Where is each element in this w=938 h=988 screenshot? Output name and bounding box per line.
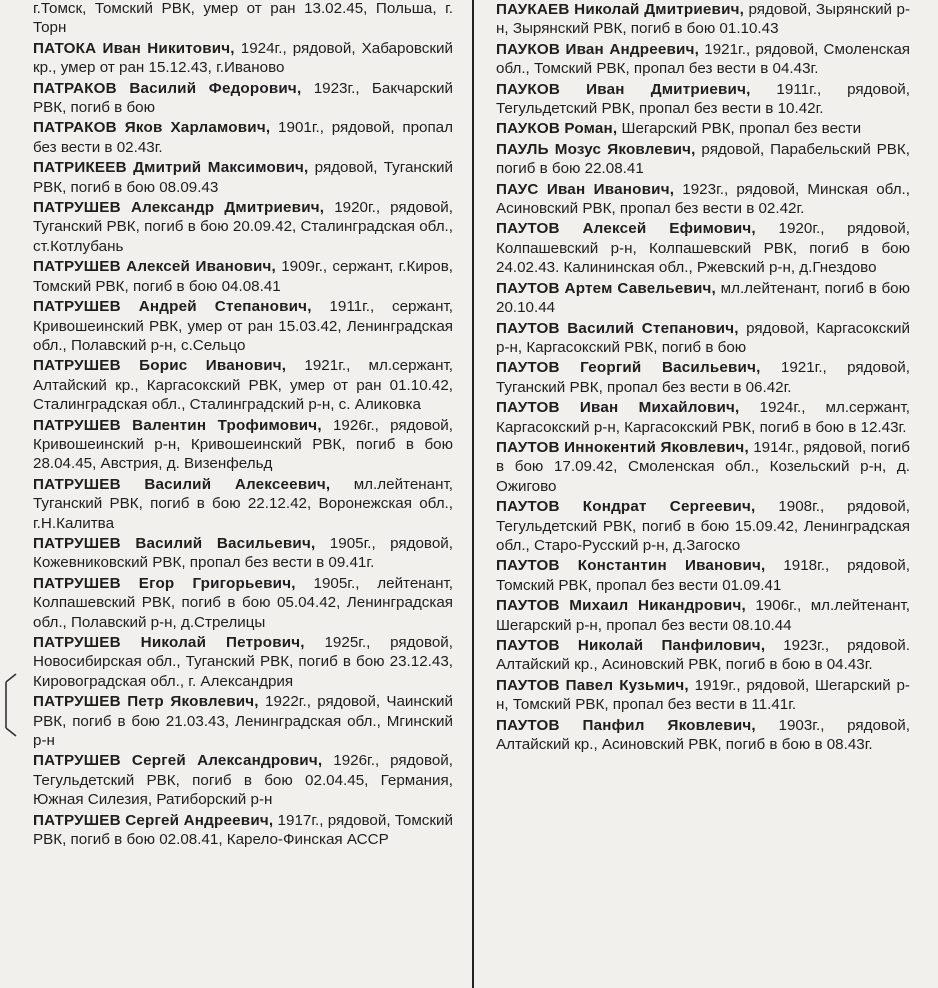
- person-entry: [496, 497, 910, 555]
- person-name: ПАУТОВ Панфил Яковлевич,: [496, 716, 756, 734]
- left-column: [33, 0, 453, 850]
- person-details: 1921г., рядовой, Смоленская обл., Томский РВК, пропал без вести в 04.43г.: [496, 40, 910, 78]
- person-entry: [496, 358, 910, 397]
- person-entry: [33, 39, 453, 78]
- person-details: 1921г., мл.сержант, Алтайский кр., Каргасокский РВК, умер от ран 01.10.42, Сталинградская обл., Сталинградский р-н, с. Аликовка: [33, 357, 454, 414]
- person-name: ПАУТОВ Николай Панфилович,: [496, 637, 766, 654]
- person-details: 1918г., рядовой, Томский РВК, пропал без вести 01.09.41: [496, 557, 910, 594]
- person-entry: [33, 158, 453, 197]
- person-entry: [33, 356, 453, 414]
- person-details: 1911г., сержант, Кривошеинский РВК, умер от ран 15.03.42, Ленинградская обл., Полавский р-н, с.Сельцо: [33, 298, 453, 354]
- person-entry: [33, 811, 453, 850]
- person-entry: [496, 279, 910, 318]
- person-entry: [496, 180, 910, 219]
- person-name: ПАТРУШЕВ Петр Яковлевич,: [33, 693, 259, 711]
- column-divider: [472, 0, 474, 988]
- person-details: 1921г., рядовой, Туганский РВК, пропал без вести в 06.42г.: [496, 359, 910, 396]
- person-entry: [496, 119, 910, 138]
- person-name: ПАУТОВ Константин Иванович,: [496, 557, 766, 575]
- person-entry: [496, 398, 910, 437]
- person-entry: [33, 574, 453, 632]
- person-entry: [33, 79, 453, 118]
- person-name: ПАУКАЕВ Николай Дмитриевич,: [496, 1, 745, 18]
- person-entry: [33, 475, 453, 533]
- person-details: 1909г., сержант, г.Киров, Томский РВК, погиб в бою 04.08.41: [33, 258, 453, 295]
- person-details: 1924г., мл.сержант, Каргасокский р-н, Каргасокский РВК, погиб в бою в 12.43г.: [496, 399, 911, 436]
- person-details: 1919г., рядовой, Шегарский р-н, Томский РВК, пропал без вести в 11.41г.: [496, 676, 910, 714]
- person-name: ПАТРУШЕВ Егор Григорьевич,: [33, 574, 296, 592]
- person-details: 1917г., рядовой, Томский РВК, погиб в бою 02.08.41, Карело-Финская АССР: [33, 811, 454, 849]
- person-name: ПАУТОВ Георгий Васильевич,: [496, 359, 761, 377]
- person-details: 1923г., рядовой, Минская обл., Асиновский РВК, пропал без вести в 02.42г.: [496, 180, 910, 218]
- person-name: ПАТРУШЕВ Валентин Трофимович,: [33, 416, 322, 434]
- person-details: 1901г., рядовой, пропал без вести в 02.43г.: [33, 119, 453, 156]
- person-name: ПАТРУШЕВ Василий Васильевич,: [33, 534, 316, 552]
- person-entry: [496, 219, 910, 277]
- person-name: ПАТРУШЕВ Николай Петрович,: [33, 634, 305, 651]
- person-entry: [33, 297, 453, 355]
- person-entry: [496, 438, 910, 496]
- person-entry: [33, 416, 453, 474]
- person-name: ПАУКОВ Иван Андреевич,: [496, 40, 700, 58]
- person-details: мл.лейтенант, Туганский РВК, погиб в бою 22.12.42, Воронежская обл., г.Н.Калитва: [33, 475, 454, 532]
- person-entry: [33, 751, 453, 809]
- person-name: ПАУС Иван Иванович,: [496, 180, 675, 198]
- continued-entry-fragment: г.Томск, Томский РВК, умер от ран 13.02.45, Польша, г. Торн: [33, 0, 453, 37]
- person-details: 1923г., рядовой. Алтайский кр., Асиновский РВК, погиб в бою в 04.43г.: [496, 637, 910, 674]
- person-name: ПАТРАКОВ Василий Федорович,: [33, 79, 302, 97]
- person-name: ПАУТОВ Павел Кузьмич,: [496, 676, 689, 694]
- person-entry: [496, 80, 910, 119]
- person-name: ПАТРУШЕВ Алексей Иванович,: [33, 258, 276, 276]
- person-name: ПАУТОВ Кондрат Сергеевич,: [496, 498, 756, 516]
- person-entry: [33, 118, 453, 157]
- person-name: ПАУКОВ Иван Дмитриевич,: [496, 80, 751, 98]
- person-name: ПАУТОВ Михаил Никандрович,: [496, 597, 746, 615]
- person-name: ПАУКОВ Роман,: [496, 120, 618, 138]
- person-details: 1924г., рядовой, Хабаровский кр., умер от ран 15.12.43, г.Иваново: [33, 39, 453, 77]
- person-details: рядовой, Зырянский р-н, Зырянский РВК, погиб в бою 01.10.43: [496, 1, 911, 38]
- person-entry: [496, 596, 910, 635]
- person-details: рядовой, Парабельский РВК, погиб в бою 22.08.41: [496, 140, 910, 178]
- person-name: ПАТРИКЕЕВ Дмитрий Максимович,: [33, 159, 309, 177]
- person-entry: [496, 636, 910, 675]
- person-details: 1926г., рядовой, Тегульдетский РВК, погиб в бою 02.04.45, Германия, Южная Силезия, Ратиборский р-н: [33, 752, 453, 809]
- person-entry: [33, 633, 453, 691]
- person-entry: [496, 40, 910, 79]
- person-details: 1922г., рядовой, Чаинский РВК, погиб в бою 21.03.43, Ленинградская обл., Мгинский р-н: [33, 693, 454, 750]
- person-name: ПАУТОВ Артем Савельевич,: [496, 279, 716, 297]
- person-entry: [33, 257, 453, 296]
- person-details: 1908г., рядовой, Тегульдетский РВК, погиб в бою 15.09.42, Ленинградская обл., Старо-Русский р-н, д.Загоско: [496, 498, 910, 554]
- person-name: ПАУТОВ Василий Степанович,: [496, 319, 739, 337]
- person-name: ПАТРУШЕВ Андрей Степанович,: [33, 298, 312, 316]
- person-name: ПАТРУШЕВ Александр Дмитриевич,: [33, 199, 325, 217]
- person-details: 1903г., рядовой, Алтайский кр., Асиновский РВК, погиб в бою в 08.43г.: [496, 716, 910, 754]
- person-entry: [496, 0, 910, 39]
- person-details: 1923г., Бакчарский РВК, погиб в бою: [33, 79, 453, 117]
- person-details: 1911г., рядовой, Тегульдетский РВК, пропал без вести в 10.42г.: [496, 80, 910, 118]
- person-entry: [496, 319, 910, 358]
- margin-bracket-mark: [2, 672, 22, 738]
- person-details: 1925г., рядовой, Новосибирская обл., Туганский РВК, погиб в бою 23.12.43, Кировоградская обл., г. Александрия: [33, 634, 453, 690]
- person-entry: [496, 140, 910, 179]
- person-name: ПАТРАКОВ Яков Харламович,: [33, 119, 271, 137]
- person-name: ПАУТОВ Алексей Ефимович,: [496, 220, 756, 238]
- person-details: 1926г., рядовой, Кривошеинский р-н, Кривошеинский РВК, погиб в бою 28.04.45, Австрия, д. Визенфельд: [33, 416, 453, 473]
- person-entry: [496, 716, 910, 755]
- person-details: 1914г., рядовой, погиб в бою 17.09.42, Смоленская обл., Козельский р-н, д. Ожигово: [496, 438, 910, 495]
- person-entry: [33, 534, 453, 573]
- person-entry: [33, 692, 453, 750]
- person-name: ПАТОКА Иван Никитович,: [33, 39, 235, 57]
- person-details: 1905г., лейтенант, Колпашевский РВК, погиб в бою 05.04.42, Ленинградская обл., Полавский р-н, д.Стрелицы: [33, 574, 453, 631]
- person-details: 1905г., рядовой, Кожевниковский РВК, пропал без вести в 09.41г.: [33, 534, 453, 572]
- person-details: 1920г., рядовой, Колпашевский р-н, Колпашевский РВК, погиб в бою 24.02.43. Калининская обл., Ржевский р-н, д.Гнездово: [496, 220, 910, 277]
- person-name: ПАТРУШЕВ Сергей Андреевич,: [33, 811, 274, 829]
- person-details: 1920г., рядовой, Туганский РВК, погиб в бою 20.09.42, Сталинградская обл., ст.Котлубань: [33, 199, 453, 255]
- person-name: ПАТРУШЕВ Борис Иванович,: [33, 357, 287, 375]
- person-entry: [496, 676, 910, 715]
- person-name: ПАУТОВ Иннокентий Яковлевич,: [496, 438, 749, 456]
- person-entry: [496, 556, 910, 595]
- person-name: ПАТРУШЕВ Василий Алексеевич,: [33, 475, 331, 493]
- right-column: [496, 0, 910, 755]
- person-entry: [33, 198, 453, 256]
- person-name: ПАУЛЬ Мозус Яковлевич,: [496, 140, 696, 158]
- person-name: ПАТРУШЕВ Сергей Александрович,: [33, 752, 323, 770]
- person-details: мл.лейтенант, погиб в бою 20.10.44: [496, 279, 910, 317]
- person-details: 1906г., мл.лейтенант, Шегарский р-н, пропал без вести 08.10.44: [496, 597, 910, 634]
- person-details: Шегарский РВК, пропал без вести: [617, 120, 862, 138]
- person-name: ПАУТОВ Иван Михайлович,: [496, 399, 740, 417]
- person-details: рядовой, Туганский РВК, погиб в бою 08.09.43: [33, 159, 453, 196]
- person-details: рядовой, Каргасокский р-н, Каргасокский РВК, погиб в бою: [496, 319, 910, 356]
